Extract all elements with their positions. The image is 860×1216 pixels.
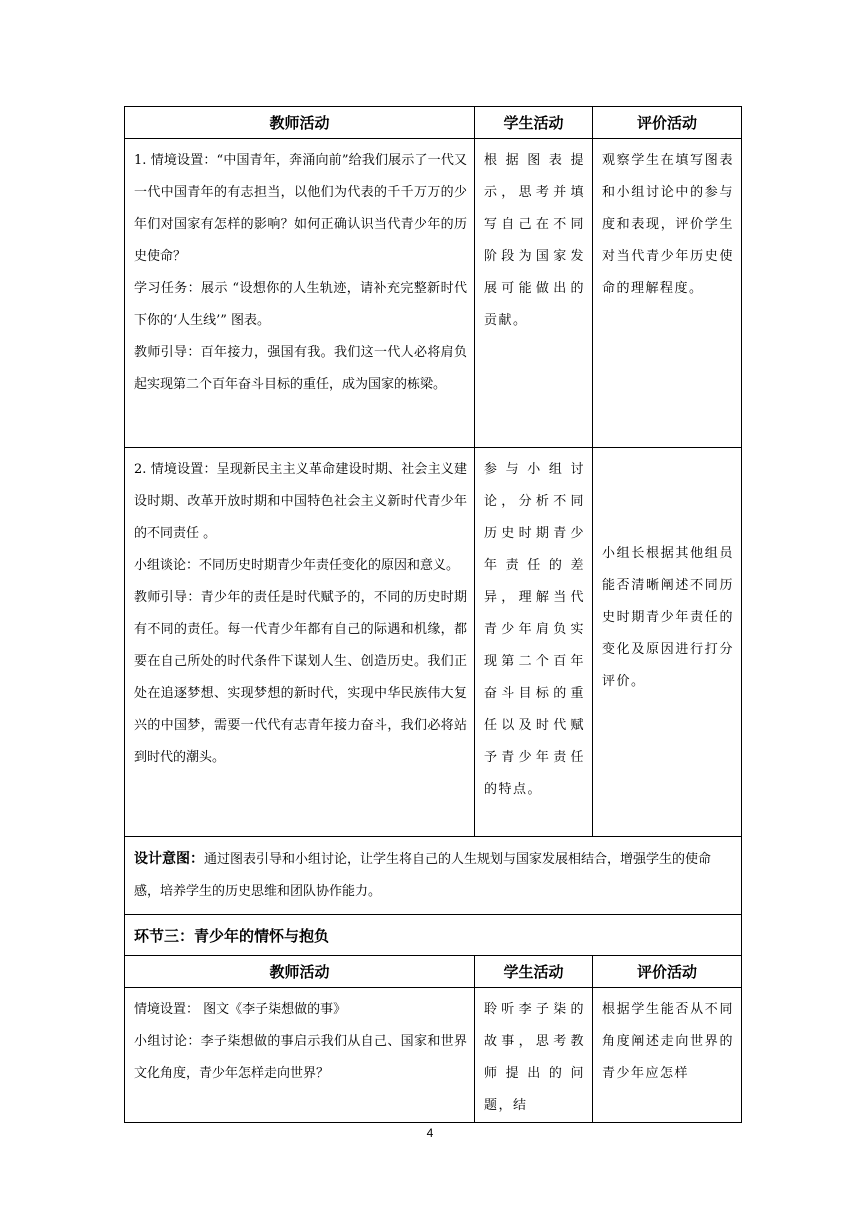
activity-row-3 <box>125 988 742 1123</box>
intent-label: 设计意图： <box>134 851 204 867</box>
student-activity-1 <box>475 139 593 448</box>
header-student: 学生活动 <box>475 107 593 139</box>
student-2-text: 参与小组讨论，分析不同历史时期青少年责任的差异，理解当代青少年肩负实现第二个百年奋斗目标的重任以及时代赋予青少年责任的特点。 <box>484 462 585 797</box>
eval-activity-1 <box>593 139 742 448</box>
student-3-text: 聆听李子柒的故事，思考教师提出的问题，结 <box>484 1002 585 1113</box>
student-activity-3 <box>475 988 593 1123</box>
activity-row-2 <box>125 448 742 837</box>
teacher-1-p1: 1. 情境设置：“中国青年，奔涌向前”给我们展示了一代又一代中国青年的有志担当，以他们为代表的千千万万的少年们对国家有怎样的影响？如何正确认识当代青少年的历史使命？ <box>134 153 467 264</box>
teacher-1-p2: 学习任务：展示 “设想你的人生轨迹，请补充完整新时代下你的‘人生线’” 图表。 <box>134 281 467 328</box>
teacher-2-p1: 2. 情境设置：呈现新民主主义革命建设时期、社会主义建设时期、改革开放时期和中国特色社会主义新时代青少年的不同责任 。 <box>134 462 467 541</box>
teacher-1-p3: 教师引导：百年接力，强国有我。我们这一代人必将肩负起实现第二个百年奋斗目标的重任，成为国家的栋梁。 <box>134 345 467 392</box>
teacher-2-p2: 小组谈论：不同历史时期青少年责任变化的原因和意义。 <box>134 558 460 573</box>
eval-activity-3 <box>593 988 742 1123</box>
page-number: 4 <box>426 1126 434 1140</box>
eval-1-text: 观察学生在填写图表和小组讨论中的参与度和表现，评价学生对当代青少年历史使命的理解程度。 <box>602 153 734 296</box>
eval-3-text: 根据学生能否从不同角度阐述走向世界的青少年应怎样 <box>602 1002 734 1081</box>
header2-teacher: 教师活动 <box>125 956 475 988</box>
student-activity-2 <box>475 448 593 837</box>
activity-row-1 <box>125 139 742 448</box>
header2-eval: 评价活动 <box>593 956 742 988</box>
header2-student: 学生活动 <box>475 956 593 988</box>
intent-row <box>125 837 742 915</box>
section-title: 环节三：青少年的情怀与抱负 <box>125 915 742 956</box>
design-intent <box>125 837 742 915</box>
student-1-text: 根据图表提示，思考并填写自己在不同阶段为国家发展可能做出的贡献。 <box>484 153 585 328</box>
header-row-2 <box>125 956 742 988</box>
teacher-activity-2 <box>125 448 475 837</box>
teacher-3-p2: 小组讨论：李子柒想做的事启示我们从自己、国家和世界文化角度，青少年怎样走向世界？ <box>134 1034 467 1081</box>
teacher-2-p3: 教师引导：青少年的责任是时代赋予的，不同的历史时期有不同的责任。每一代青少年都有自己的际遇和机缘，都要在自己所处的时代条件下谋划人生、创造历史。我们正处在追逐梦想、实现梦想的新时代，实现中华民族伟大复兴的中国梦，需要一代代有志青年接力奋斗，我们必将站到时代的潮头。 <box>134 590 467 765</box>
eval-2-text: 小组长根据其他组员能否清晰阐述不同历史时期青少年责任的变化及原因进行打分评价。 <box>602 546 734 689</box>
header-row <box>125 107 742 139</box>
lesson-table <box>124 106 742 1123</box>
teacher-activity-3 <box>125 988 475 1123</box>
section-row <box>125 915 742 956</box>
eval-activity-2 <box>593 448 742 837</box>
intent-text: 通过图表引导和小组讨论，让学生将自己的人生规划与国家发展相结合，增强学生的使命感，培养学生的历史思维和团队协作能力。 <box>134 852 712 899</box>
teacher-3-p1: 情境设置： 图文《李子柒想做的事》 <box>134 1002 347 1017</box>
header-eval: 评价活动 <box>593 107 742 139</box>
teacher-activity-1 <box>125 139 475 448</box>
header-teacher: 教师活动 <box>125 107 475 139</box>
